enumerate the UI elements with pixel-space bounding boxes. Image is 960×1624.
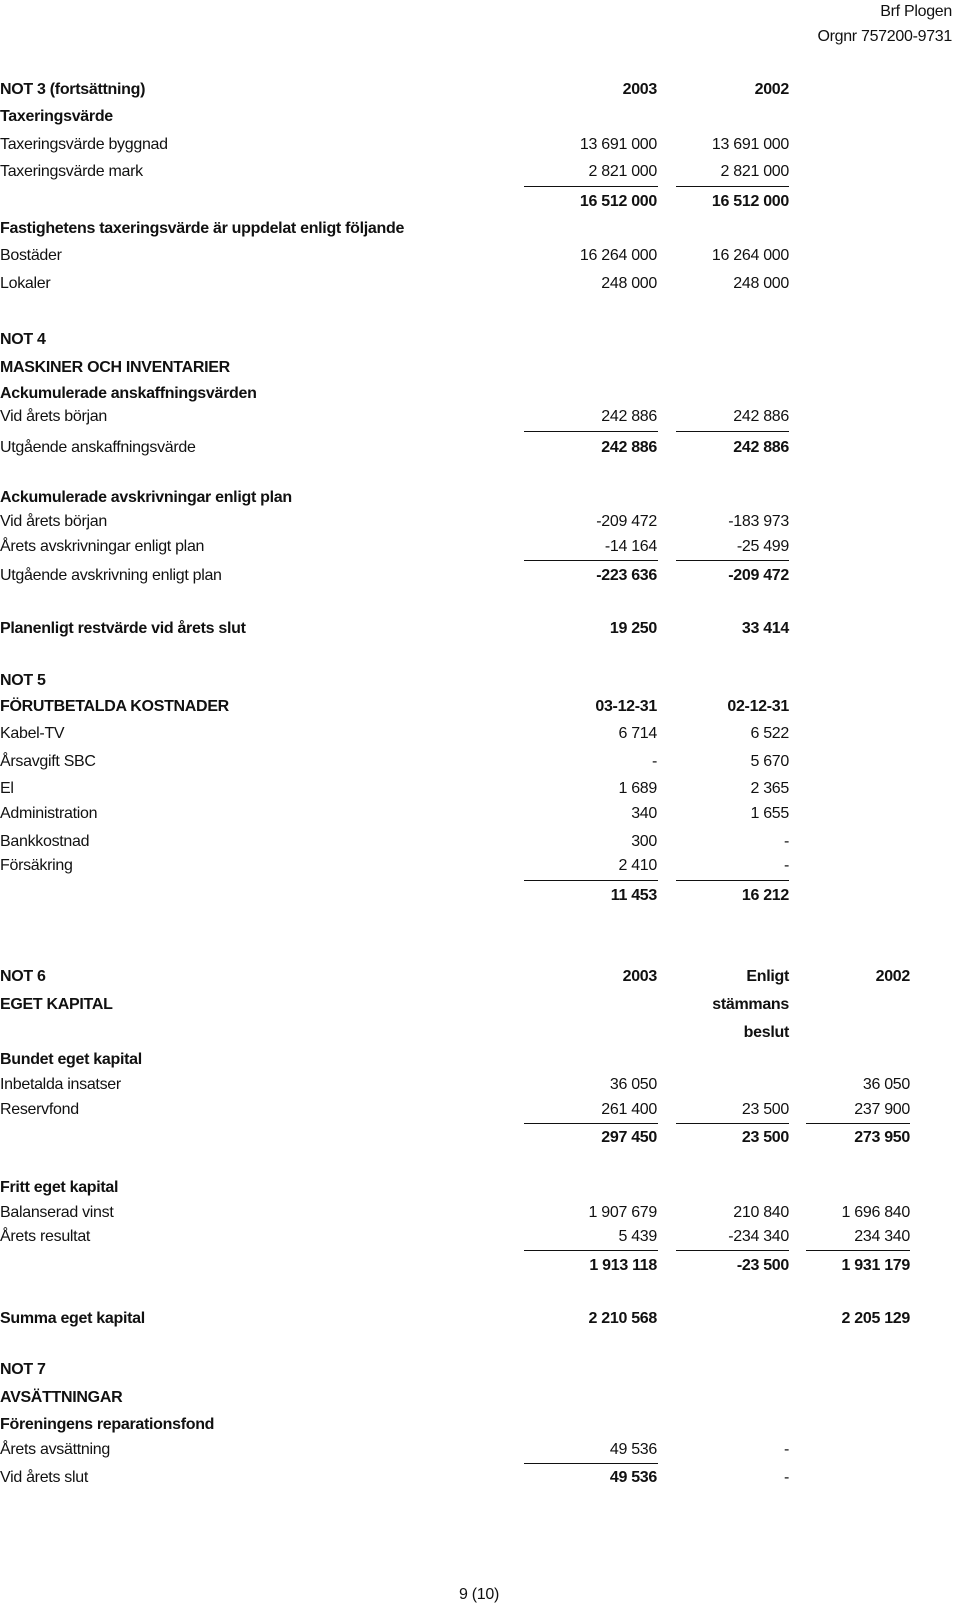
note5-row-label: El xyxy=(0,780,14,797)
note4-dep-year-label: Årets avskrivningar enligt plan xyxy=(0,538,205,555)
note6-bound-total-2003: 297 450 xyxy=(601,1129,657,1146)
note5-row-a: 6 714 xyxy=(618,725,657,742)
note6-col-decision-2: stämmans xyxy=(712,996,789,1013)
note7-year-2003: 49 536 xyxy=(609,1441,657,1458)
note6-bound-label: Inbetalda insatser xyxy=(0,1076,121,1093)
note3-split-label: Bostäder xyxy=(0,247,62,264)
note5-title: NOT 5 xyxy=(0,672,46,689)
note4-acq-start-2003: 242 886 xyxy=(601,408,657,425)
note6-col-decision-3: beslut xyxy=(743,1024,789,1041)
note4-residual-label: Planenligt restvärde vid årets slut xyxy=(0,620,246,637)
divider-line xyxy=(524,186,658,187)
note4-acq-end-2003: 242 886 xyxy=(601,439,657,456)
note3-col-2003: 2003 xyxy=(622,81,657,98)
note3-split-2003: 16 264 000 xyxy=(579,247,657,264)
note3-split-2002: 16 264 000 xyxy=(711,247,789,264)
note6-free-decision: -234 340 xyxy=(728,1228,789,1245)
note6-col-2003: 2003 xyxy=(622,968,657,985)
note5-row-label: Administration xyxy=(0,805,98,822)
divider-line xyxy=(524,1123,658,1124)
note6-subtitle: EGET KAPITAL xyxy=(0,996,113,1013)
org-name: Brf Plogen xyxy=(880,3,952,20)
note6-free-total-decision: -23 500 xyxy=(736,1257,789,1274)
note6-col-decision-1: Enligt xyxy=(746,968,789,985)
note4-residual-2003: 19 250 xyxy=(609,620,657,637)
note6-sum-label: Summa eget kapital xyxy=(0,1310,145,1327)
note5-col-a: 03-12-31 xyxy=(595,698,657,715)
note4-acq-end-label: Utgående anskaffningsvärde xyxy=(0,439,196,456)
divider-line xyxy=(524,560,658,561)
note6-free-2003: 5 439 xyxy=(618,1228,657,1245)
note3-split-2002: 248 000 xyxy=(733,275,789,292)
divider-line xyxy=(676,880,789,881)
note3-section-title: Taxeringsvärde xyxy=(0,108,113,125)
note4-dep-year-2003: -14 164 xyxy=(604,538,657,555)
note4-acq-start-2002: 242 886 xyxy=(733,408,789,425)
note4-acq-title: Ackumulerade anskaffningsvärden xyxy=(0,385,257,402)
note7-section-title: Föreningens reparationsfond xyxy=(0,1416,215,1433)
note7-end-2002: - xyxy=(783,1469,789,1486)
note6-bound-title: Bundet eget kapital xyxy=(0,1051,142,1068)
note6-bound-2002: 237 900 xyxy=(854,1101,910,1118)
note4-dep-start-2003: -209 472 xyxy=(596,513,657,530)
note3-row-label: Taxeringsvärde mark xyxy=(0,163,143,180)
note6-free-title: Fritt eget kapital xyxy=(0,1179,119,1196)
note6-bound-total-2002: 273 950 xyxy=(854,1129,910,1146)
note5-subtitle: FÖRUTBETALDA KOSTNADER xyxy=(0,698,229,715)
note5-row-b: - xyxy=(783,857,789,874)
note3-row-2002: 13 691 000 xyxy=(711,136,789,153)
note7-end-2003: 49 536 xyxy=(609,1469,657,1486)
note4-dep-end-2003: -223 636 xyxy=(596,567,657,584)
note7-title: NOT 7 xyxy=(0,1361,46,1378)
note6-bound-label: Reservfond xyxy=(0,1101,79,1118)
note6-free-total-2003: 1 913 118 xyxy=(589,1257,657,1274)
divider-line xyxy=(676,1250,789,1251)
note5-row-label: Kabel-TV xyxy=(0,725,65,742)
note7-end-label: Vid årets slut xyxy=(0,1469,88,1486)
note6-free-label: Årets resultat xyxy=(0,1228,91,1245)
note5-row-a: - xyxy=(651,753,657,770)
note4-dep-title: Ackumulerade avskrivningar enligt plan xyxy=(0,489,292,506)
note4-dep-end-label: Utgående avskrivning enligt plan xyxy=(0,567,222,584)
note6-bound-decision: 23 500 xyxy=(741,1101,789,1118)
note6-free-label: Balanserad vinst xyxy=(0,1204,114,1221)
note6-free-2002: 1 696 840 xyxy=(841,1204,910,1221)
divider-line xyxy=(524,431,658,432)
note3-row-2003: 2 821 000 xyxy=(588,163,657,180)
note7-year-2002: - xyxy=(783,1441,789,1458)
note5-row-label: Bankkostnad xyxy=(0,833,90,850)
note6-free-2002: 234 340 xyxy=(854,1228,910,1245)
note3-split-2003: 248 000 xyxy=(601,275,657,292)
note6-bound-2002: 36 050 xyxy=(862,1076,910,1093)
note5-row-b: 1 655 xyxy=(750,805,789,822)
divider-line xyxy=(676,560,789,561)
note3-row-2002: 2 821 000 xyxy=(720,163,789,180)
note6-sum-2002: 2 205 129 xyxy=(841,1310,910,1327)
note3-col-2002: 2002 xyxy=(754,81,789,98)
note4-dep-year-2002: -25 499 xyxy=(736,538,789,555)
note3-total-2003: 16 512 000 xyxy=(579,193,657,210)
divider-line xyxy=(676,1123,789,1124)
note4-dep-start-2002: -183 973 xyxy=(728,513,789,530)
note5-row-b: - xyxy=(783,833,789,850)
note5-col-b: 02-12-31 xyxy=(727,698,789,715)
note3-row-2003: 13 691 000 xyxy=(579,136,657,153)
note6-free-decision: 210 840 xyxy=(733,1204,789,1221)
note3-total-2002: 16 512 000 xyxy=(711,193,789,210)
divider-line xyxy=(676,431,789,432)
note5-row-label: Årsavgift SBC xyxy=(0,753,96,770)
note5-row-a: 300 xyxy=(631,833,657,850)
note5-total-a: 11 453 xyxy=(610,887,657,904)
note5-row-b: 2 365 xyxy=(750,780,789,797)
note6-bound-2003: 261 400 xyxy=(601,1101,657,1118)
note5-row-label: Försäkring xyxy=(0,857,73,874)
divider-line xyxy=(524,1463,658,1464)
divider-line xyxy=(524,880,658,881)
note6-bound-total-decision: 23 500 xyxy=(741,1129,789,1146)
note3-row-label: Taxeringsvärde byggnad xyxy=(0,136,168,153)
note6-free-2003: 1 907 679 xyxy=(588,1204,657,1221)
note5-row-b: 5 670 xyxy=(750,753,789,770)
note5-row-a: 340 xyxy=(631,805,657,822)
note6-sum-2003: 2 210 568 xyxy=(588,1310,657,1327)
note6-column-2002 xyxy=(840,0,910,1624)
note5-row-b: 6 522 xyxy=(750,725,789,742)
note3-title: NOT 3 (fortsättning) xyxy=(0,81,146,98)
note5-row-a: 2 410 xyxy=(618,857,657,874)
divider-line xyxy=(524,1250,658,1251)
note4-acq-start-label: Vid årets början xyxy=(0,408,107,425)
divider-line xyxy=(676,186,789,187)
note3-split-title: Fastighetens taxeringsvärde är uppdelat enligt följande xyxy=(0,220,405,237)
note5-total-b: 16 212 xyxy=(741,887,789,904)
note3-split-label: Lokaler xyxy=(0,275,51,292)
note4-residual-2002: 33 414 xyxy=(741,620,789,637)
note6-col-2002: 2002 xyxy=(875,968,910,985)
note6-bound-2003: 36 050 xyxy=(609,1076,657,1093)
org-number: Orgnr 757200-9731 xyxy=(817,28,952,45)
note7-subtitle: AVSÄTTNINGAR xyxy=(0,1389,123,1406)
note4-dep-end-2002: -209 472 xyxy=(728,567,789,584)
note7-year-label: Årets avsättning xyxy=(0,1441,110,1458)
page-number: 9 (10) xyxy=(459,1586,499,1603)
note4-acq-end-2002: 242 886 xyxy=(733,439,789,456)
note6-free-total-2002: 1 931 179 xyxy=(841,1257,910,1274)
note4-title: NOT 4 xyxy=(0,331,46,348)
note6-title: NOT 6 xyxy=(0,968,46,985)
note4-subtitle: MASKINER OCH INVENTARIER xyxy=(0,359,230,376)
note5-row-a: 1 689 xyxy=(618,780,657,797)
note4-dep-start-label: Vid årets början xyxy=(0,513,107,530)
